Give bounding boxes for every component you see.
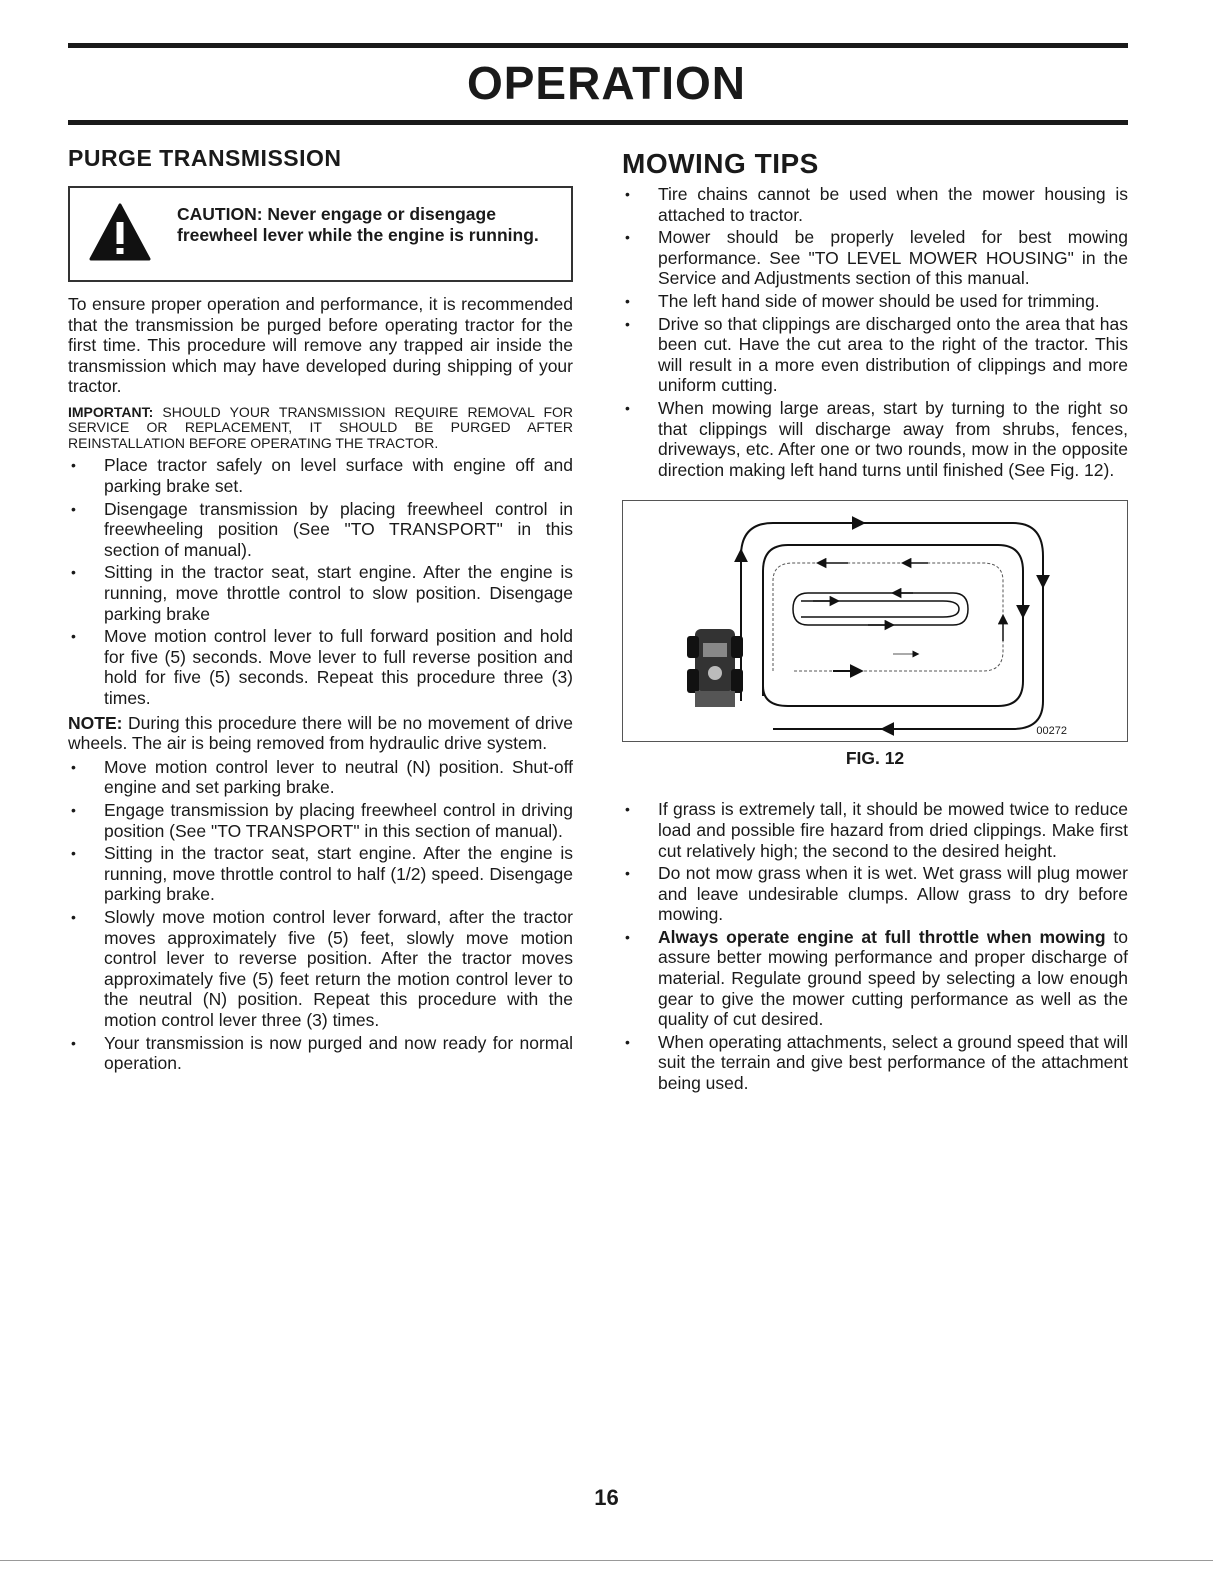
list-item: • Sitting in the tractor seat, start engine. After the engine is running, move throttle control to half (1/2) speed. Disengage parking brake.	[68, 843, 573, 905]
list-item: • Engage transmission by placing freewheel control in driving position (See "TO TRANSPORT" in this section of manual).	[68, 800, 573, 841]
right-column	[622, 148, 1128, 1096]
warning-icon	[88, 202, 152, 267]
mowing-tips-list-1	[622, 184, 1128, 480]
important-notice	[68, 405, 573, 452]
list-item: • Do not mow grass when it is wet. Wet grass will plug mower and leave undesirable clumps. Allow grass to dry before mowing.	[622, 863, 1128, 925]
bottom-edge-line	[0, 1560, 1213, 1561]
list-item: • If grass is extremely tall, it should be mowed twice to reduce load and possible fire hazard from dried clippings. Make first cut relatively high; the second to the desired height.	[622, 799, 1128, 861]
purge-steps-list-1	[68, 455, 573, 708]
figure-12	[622, 500, 1128, 742]
page-title: OPERATION	[466, 57, 747, 109]
list-item: • Tire chains cannot be used when the mower housing is attached to tractor.	[622, 184, 1128, 225]
tip-bold-lead: Always operate engine at full throttle when mowing	[658, 926, 1106, 947]
list-item: • When mowing large areas, start by turning to the right so that clippings will discharge away from shrubs, fences, driveways, etc. After one or two rounds, mow in the opposite direction making left hand turns until finished (See Fig. 12).	[622, 398, 1128, 480]
header-rule-top	[68, 43, 1128, 48]
note-paragraph	[68, 713, 573, 754]
list-item: • When operating attachments, select a ground speed that will suit the terrain and give best performance of the attachment being used.	[622, 1032, 1128, 1094]
list-item: • Place tractor safely on level surface with engine off and parking brake set.	[68, 455, 573, 496]
mowing-tips-list-2	[622, 799, 1128, 1093]
left-column	[68, 145, 573, 1076]
list-item: • Drive so that clippings are discharged onto the area that has been cut. Have the cut area to the right of the tractor. This will result in a more even distribution of clippings and more uniform cutting.	[622, 314, 1128, 396]
page-number: 16	[594, 1485, 619, 1510]
list-item: • Slowly move motion control lever forward, after the tractor moves approximately five (5) feet, slowly move motion control lever to reverse position. After the tractor moves approximately five (5) feet return the motion control lever to the neutral (N) position. Repeat this procedure with the motion control lever three (3) times.	[68, 907, 573, 1031]
mowing-pattern-diagram	[623, 501, 1127, 739]
header-rule-bottom	[68, 120, 1128, 125]
list-item: • Your transmission is now purged and now ready for normal operation.	[68, 1033, 573, 1074]
list-item: • Disengage transmission by placing freewheel control in freewheeling position (See "TO TRANSPORT" in this section of manual).	[68, 499, 573, 561]
tractor-icon	[687, 629, 743, 707]
important-label: IMPORTANT:	[68, 403, 154, 420]
purge-steps-list-2	[68, 757, 573, 1074]
note-label: NOTE:	[68, 712, 123, 733]
figure-caption: FIG. 12	[845, 748, 905, 769]
important-text: SHOULD YOUR TRANSMISSION REQUIRE REMOVAL FOR SERVICE OR REPLACEMENT, IT SHOULD BE PURGED AFTER REINSTALLATION BEFORE OPERATING THE TRACTOR.	[68, 403, 574, 451]
purge-heading: PURGE TRANSMISSION	[68, 145, 342, 171]
tip-bold-rest: to assure better mowing performance and proper discharge of material. Regulate ground speed by selecting a low enough gear to give the mower cutting performance as well as the quality of cut desired.	[658, 926, 1128, 1030]
figure-id: 00272	[1036, 725, 1067, 738]
list-item: • Move motion control lever to neutral (N) position. Shut-off engine and set parking brake.	[68, 757, 573, 798]
caution-text: CAUTION: Never engage or disengage freewheel lever while the engine is running.	[177, 204, 539, 245]
list-item: • Sitting in the tractor seat, start engine. After the engine is running, move throttle control to slow position. Disengage parking brake	[68, 562, 573, 624]
list-item: • Move motion control lever to full forward position and hold for five (5) seconds. Move lever to full reverse position and hold for five (5) seconds. Repeat this procedure three (3) times.	[68, 626, 573, 708]
list-item: • The left hand side of mower should be used for trimming.	[622, 291, 1128, 312]
purge-intro: To ensure proper operation and performance, it is recommended that the transmission be purged before operating tractor for the first time. This procedure will remove any trapped air inside the transmission which may have developed during shipping of your tractor.	[68, 294, 573, 397]
mowing-heading: MOWING TIPS	[622, 148, 819, 179]
list-item	[622, 927, 1128, 1030]
caution-box	[68, 186, 573, 282]
note-text: During this procedure there will be no movement of drive wheels. The air is being removed from hydraulic drive system.	[68, 712, 573, 754]
list-item: • Mower should be properly leveled for best mowing performance. See "TO LEVEL MOWER HOUSING" in the Service and Adjustments section of this manual.	[622, 227, 1128, 289]
